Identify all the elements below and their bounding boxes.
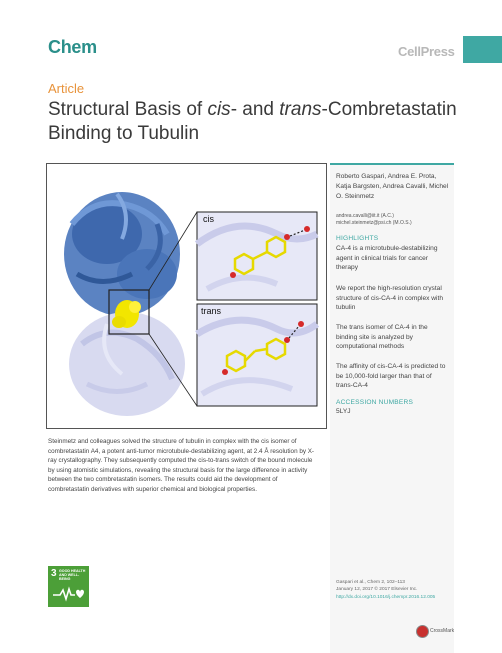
brand-color-block (463, 36, 502, 63)
sdg-label: GOOD HEALTH AND WELL-BEING (59, 569, 86, 581)
trans-label: trans (201, 306, 222, 316)
sdg-badge (48, 566, 89, 607)
article-title: Structural Basis of cis- and trans-Combretastatin Binding to Tubulin (48, 99, 457, 144)
citation-block (336, 579, 452, 601)
correspondence-emails (336, 213, 450, 227)
author-list: Roberto Gaspari, Andrea E. Prota, Katja Bargsten, Andrea Cavalli, Michel O. Steinmetz (336, 173, 449, 201)
accession-number[interactable]: 5LYJ (336, 408, 351, 415)
crossmark-icon[interactable] (416, 625, 429, 638)
doi-link[interactable]: http://dx.doi.org/10.1016/j.chempr.2016.12.005 (336, 594, 436, 600)
citation-reference: Gaspari et al., Chem 2, 102–113 (336, 580, 405, 585)
sdg-number: 3 (51, 568, 57, 579)
email-link[interactable]: andrea.cavalli@iit.it (A.C.) (336, 213, 394, 219)
sidebar-top-rule (330, 163, 454, 165)
highlight-item: CA-4 is a microtubule-destabilizing agent in clinical trials for cancer therapy (336, 245, 438, 272)
summary-text: Steinmetz and colleagues solved the structure of tubulin in complex with the cis isomer of combretastatin A4, a potent anti-tumor microtubule-destabilizing agent, at 2.4 Å resolution by X-ray crystallography. They subsequently computed the cis-to-trans switch of the bound molecule by using atomistic simulations, revealing the structural basis for the large difference in activity between the two combretastatin isomers. The results could aid the development of combretastatin derivatives with superior chemical and biological properties. (48, 438, 315, 493)
journal-name: Chem (48, 37, 97, 57)
graphical-abstract-figure (47, 164, 326, 428)
tubulin-blue-subunit (64, 192, 180, 316)
cis-inset (197, 212, 317, 300)
citation-date: January 12, 2017 © 2017 Elsevier Inc. (336, 587, 418, 593)
email-link[interactable]: michel.steinmetz@psi.ch (M.O.S.) (336, 220, 412, 227)
graphical-abstract (46, 163, 327, 429)
accession-heading: ACCESSION NUMBERS (336, 399, 414, 406)
highlight-item: The trans isomer of CA-4 in the binding site is analyzed by computational methods (336, 324, 428, 351)
highlight-item: We report the high-resolution crystal structure of cis-CA-4 in complex with tubulin (336, 285, 443, 312)
article-type-label: Article (48, 81, 85, 96)
heartbeat-icon (48, 566, 89, 607)
crossmark-label[interactable]: CrossMark (430, 628, 455, 634)
highlights-heading: HIGHLIGHTS (336, 235, 379, 242)
highlight-item: The affinity of cis-CA-4 is predicted to be 10,000-fold larger than that of trans-CA-4 (336, 363, 446, 390)
publisher-logo: CellPress (398, 44, 455, 59)
cis-label: cis (203, 214, 214, 224)
trans-inset (197, 304, 317, 406)
